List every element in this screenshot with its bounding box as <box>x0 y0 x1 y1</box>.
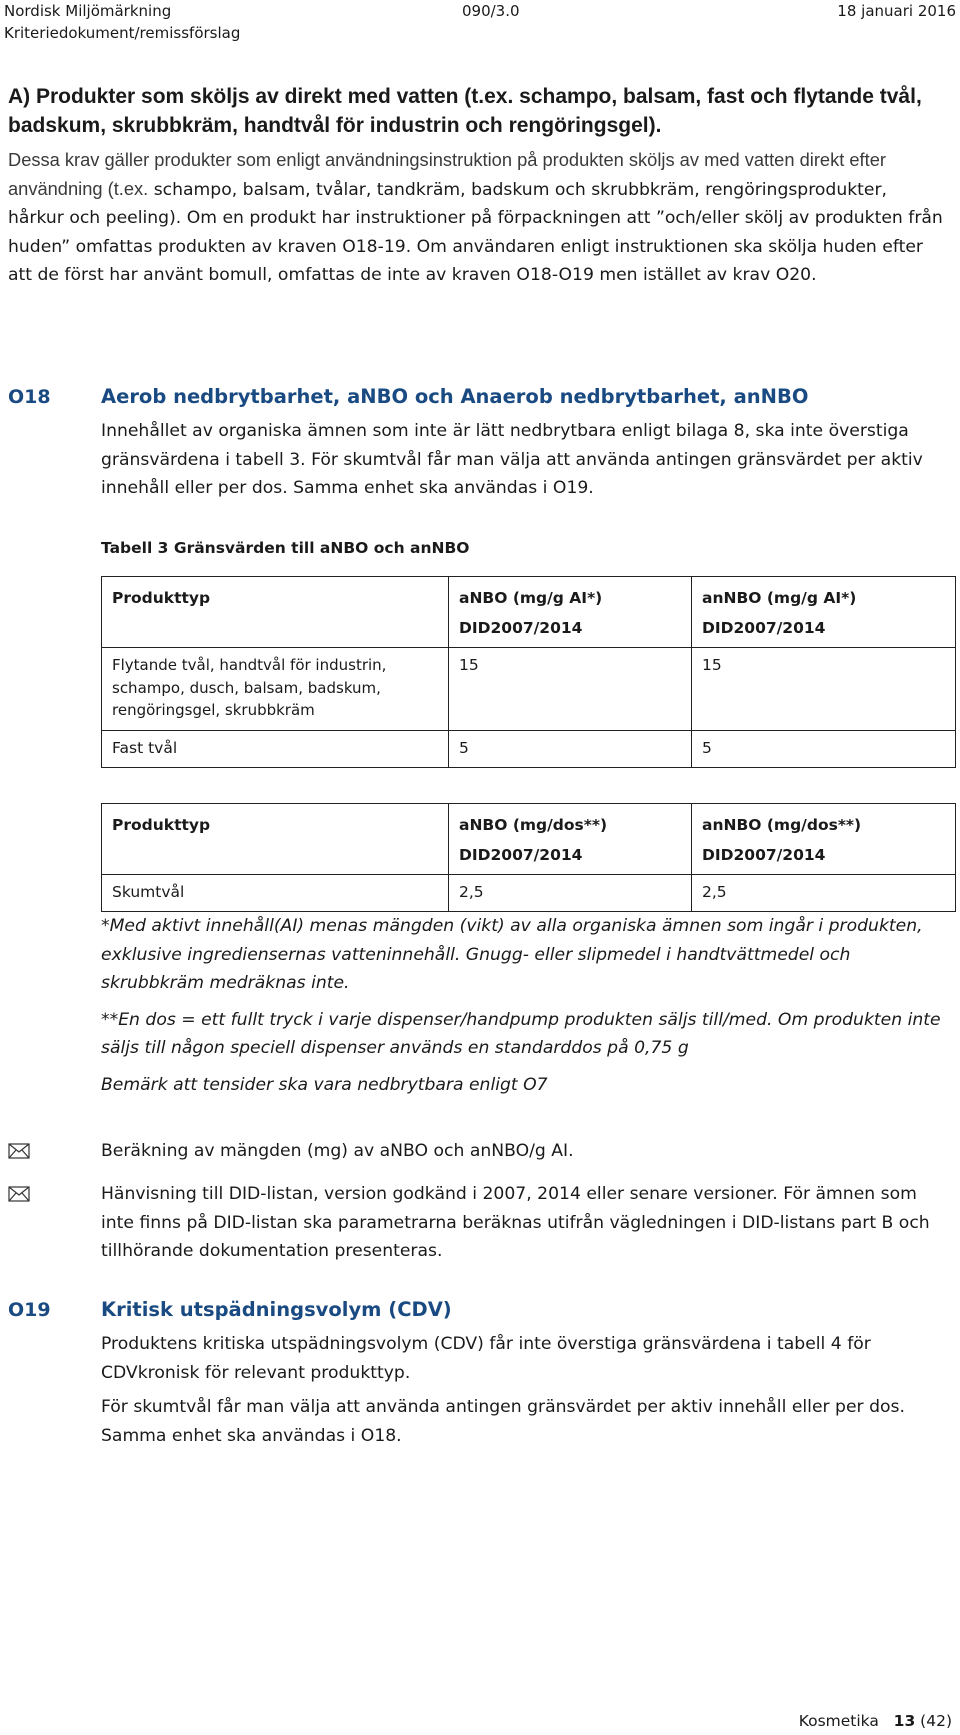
header-cell: aNBO (mg/g AI*) DID2007/2014 <box>449 577 692 648</box>
header-cell: anNBO (mg/dos**) DID2007/2014 <box>692 804 956 875</box>
requirement-code: O19 <box>8 1299 51 1321</box>
requirement-title: Kritisk utspädningsvolym (CDV) <box>101 1298 452 1321</box>
requirement-text: Produktens kritiska utspädningsvolym (CDV) får inte överstiga gränsvärdena i tabell 4 för CDVkronisk för relevant produkttyp. <box>101 1334 871 1383</box>
requirement-o19 <box>8 1296 948 1450</box>
page-total: (42) <box>920 1712 952 1730</box>
intro-text-part-b: schampo, balsam, tvålar, tandkräm, badskum och skrubbkräm, rengöringsprodukter, hårkur och peeling). Om en produkt har instruktioner på förpackningen att ”och/eller skölj av produkten från huden” omfattas produkten av kraven O18-19. Om användaren enligt instruktionen ska skölja huden efter att de först har använt bomull, omfattas de inte av kraven O18-O19 men istället av krav O20. <box>8 180 943 285</box>
page-footer <box>799 1710 952 1732</box>
table-cell: Fast tvål <box>102 730 449 767</box>
envelope-icon <box>8 1143 30 1159</box>
table-cell: 2,5 <box>449 875 692 912</box>
table-cell: Skumtvål <box>102 875 449 912</box>
header-subcell: DID2007/2014 <box>459 619 583 637</box>
page-number: 13 <box>893 1712 916 1730</box>
intro-text-part-a: Dessa krav gäller produkter som enligt användningsinstruktion på produkten sköljs av med vatten direkt efter användning (t.ex. <box>8 149 886 200</box>
document-number: 090/3.0 <box>462 2 520 20</box>
limits-table-per-ai <box>101 576 956 768</box>
table-cell: 5 <box>449 730 692 767</box>
documentation-text: Hänvisning till DID-listan, version godkänd i 2007, 2014 eller senare versioner. För ämnen som inte finns på DID-listan ska parametrarna beräknas utifrån vägledningen i DID-listans part B och tillhörande dokumentation presenteras. <box>101 1184 930 1261</box>
table-row <box>102 730 956 767</box>
limits-table-per-dose <box>101 803 956 912</box>
organization-name: Nordisk Miljömärkning <box>4 2 172 20</box>
requirement-body <box>101 417 948 503</box>
footer-section: Kosmetika <box>798 1712 879 1730</box>
table-caption: Tabell 3 Gränsvärden till aNBO och anNBO <box>101 539 470 557</box>
header-cell: anNBO (mg/g AI*) DID2007/2014 <box>692 577 956 648</box>
header-cell: Produkttyp <box>102 577 449 648</box>
table-header-row <box>102 577 956 648</box>
footnote-tensides: Bemärk att tensider ska vara nedbrytbara enligt O7 <box>101 1074 548 1095</box>
documentation-item <box>8 1180 953 1266</box>
table-cell: 15 <box>449 648 692 731</box>
document-type: Kriteriedokument/remissförslag <box>4 24 241 42</box>
table-cell: 15 <box>692 648 956 731</box>
requirement-text: För skumtvål får man välja att använda antingen gränsvärdet per aktiv innehåll eller per dos. Samma enhet ska användas i O18. <box>101 1397 905 1446</box>
table-header-row <box>102 804 956 875</box>
requirement-title: Aerob nedbrytbarhet, aNBO och Anaerob nedbrytbarhet, anNBO <box>101 385 809 408</box>
table-cell: 5 <box>692 730 956 767</box>
table-row <box>102 875 956 912</box>
footnote-dose: **En dos = ett fullt tryck i varje dispenser/handpump produkten säljs till/med. Om produkten inte säljs till någon speciell dispenser används en standarddos på 0,75 g <box>101 1009 941 1058</box>
header-subcell: DID2007/2014 <box>459 846 583 864</box>
document-date: 18 januari 2016 <box>837 2 956 20</box>
table-row <box>102 648 956 731</box>
documentation-text: Beräkning av mängden (mg) av aNBO och anNBO/g AI. <box>101 1141 574 1161</box>
footnote-active-content: *Med aktivt innehåll(AI) menas mängden (vikt) av alla organiska ämnen som ingår i produkten, exklusive ingrediensernas vatteninnehåll. Gnugg- eller slipmedel i handtvättmedel och skrubbkräm medräknas inte. <box>101 916 923 993</box>
header-subcell: DID2007/2014 <box>702 846 826 864</box>
table-footnotes <box>101 912 951 1107</box>
requirement-body <box>101 1330 948 1450</box>
envelope-icon <box>8 1186 30 1202</box>
table-cell: 2,5 <box>692 875 956 912</box>
header-cell: aNBO (mg/dos**) DID2007/2014 <box>449 804 692 875</box>
intro-section <box>8 82 948 289</box>
requirement-o18 <box>8 383 948 503</box>
header-cell: Produkttyp <box>102 804 449 875</box>
section-heading: A) Produkter som sköljs av direkt med vatten (t.ex. schampo, balsam, fast och flytande tvål, badskum, skrubbkräm, handtvål för industrin och rengöringsgel). <box>8 85 922 137</box>
page-header <box>4 0 956 44</box>
intro-paragraph <box>8 146 948 289</box>
requirement-code: O18 <box>8 386 51 408</box>
table-cell: Flytande tvål, handtvål för industrin, schampo, dusch, balsam, badskum, rengöringsgel, skrubbkräm <box>102 648 449 731</box>
header-subcell: DID2007/2014 <box>702 619 826 637</box>
documentation-item <box>8 1137 953 1166</box>
requirement-text: Innehållet av organiska ämnen som inte är lätt nedbrytbara enligt bilaga 8, ska inte överstiga gränsvärdena i tabell 3. För skumtvål får man välja att använda antingen gränsvärdet per aktiv innehåll eller per dos. Samma enhet ska användas i O19. <box>101 421 923 498</box>
